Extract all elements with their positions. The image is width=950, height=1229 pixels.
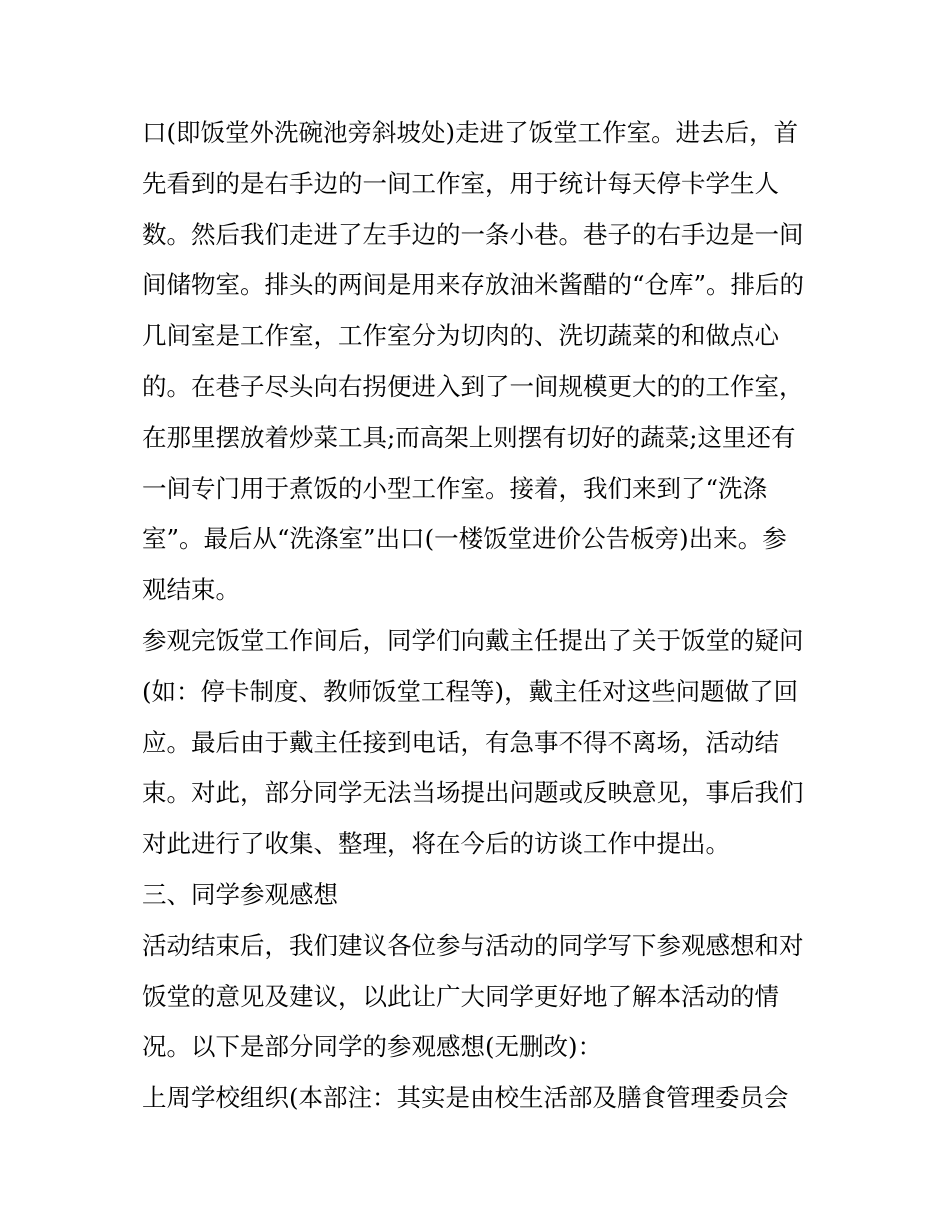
text-line: 束。对此，部分同学无法当场提出问题或反映意见，事后我们 [142, 778, 804, 808]
text-line: 参观完饭堂工作间后，同学们向戴主任提出了关于饭堂的疑问 [142, 625, 804, 655]
text-line: 活动结束后，我们建议各位参与活动的同学写下参观感想和对 [142, 930, 804, 960]
text-line: 饭堂的意见及建议，以此让广大同学更好地了解本活动的情 [142, 981, 779, 1011]
text-line: 先看到的是右手边的一间工作室，用于统计每天停卡学生人 [142, 168, 779, 198]
text-line: 一间专门用于煮饭的小型工作室。接着，我们来到了“洗涤 [142, 473, 768, 503]
text-line: 数。然后我们走进了左手边的一条小巷。巷子的右手边是一间 [142, 219, 804, 249]
text-line: 观结束。 [142, 575, 240, 605]
text-line: 上周学校组织(本部注：其实是由校生活部及膳食管理委员会 [142, 1083, 789, 1113]
section-heading: 三、同学参观感想 [142, 879, 338, 909]
document-body [142, 108, 822, 1124]
text-line: 的。在巷子尽头向右拐便进入到了一间规模更大的的工作室， [142, 371, 804, 401]
text-line: 口(即饭堂外洗碗池旁斜坡处)走进了饭堂工作室。进去后，首 [142, 118, 799, 147]
text-line: 况。以下是部分同学的参观感想(无删改)： [142, 1032, 603, 1062]
text-line: 室”。最后从“洗涤室”出口(一楼饭堂进价公告板旁)出来。参 [142, 524, 787, 554]
text-line: (如：停卡制度、教师饭堂工程等)，戴主任对这些问题做了回 [142, 676, 799, 706]
text-line: 几间室是工作室，工作室分为切肉的、洗切蔬菜的和做点心 [142, 321, 779, 351]
text-line: 间储物室。排头的两间是用来存放油米酱醋的“仓库”。排后的 [142, 270, 805, 300]
text-line: 对此进行了收集、整理，将在今后的访谈工作中提出。 [142, 829, 730, 859]
text-line: 在那里摆放着炒菜工具;而高架上则摆有切好的蔬菜;这里还有 [142, 422, 796, 452]
text-line: 应。最后由于戴主任接到电话，有急事不得不离场，活动结 [142, 727, 779, 757]
